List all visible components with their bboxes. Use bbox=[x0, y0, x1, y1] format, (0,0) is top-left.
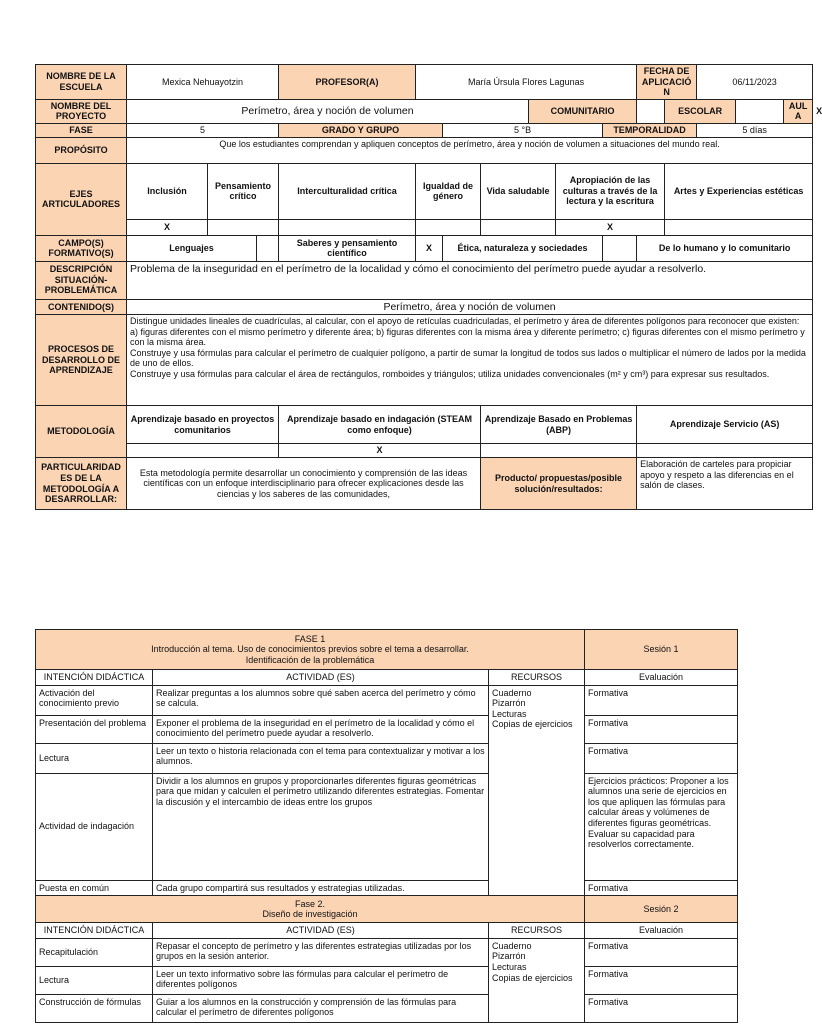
p2-row2-intention: Lectura bbox=[36, 966, 153, 994]
p2-resource-2: Pizarrón bbox=[492, 951, 526, 962]
field-languages-mark bbox=[257, 235, 279, 261]
content-value: Perímetro, área y noción de volumen bbox=[127, 299, 813, 314]
p1-resource-3: Lecturas bbox=[492, 708, 527, 719]
phase1-session: Sesión 1 bbox=[585, 630, 738, 670]
p1-row2-evaluation: Formativa bbox=[585, 715, 738, 743]
teacher-value: María Úrsula Flores Lagunas bbox=[416, 65, 637, 100]
p1-row5-evaluation: Formativa bbox=[585, 880, 738, 896]
methodology-label: METODOLOGÍA bbox=[36, 406, 127, 458]
axis-interculturality-mark bbox=[279, 219, 416, 235]
p1-row5-activity: Cada grupo compartirá sus resultados y estrategias utilizadas. bbox=[153, 880, 489, 896]
axis-gender-equality: Igualdad de género bbox=[416, 163, 481, 219]
phase1-description: Introducción al tema. Uso de conocimientos previos sobre el tema a desarrollar. bbox=[151, 644, 469, 655]
phase1-header bbox=[36, 630, 585, 670]
field-human-community: De lo humano y lo comunitario bbox=[637, 235, 813, 261]
application-date-label: FECHA DE APLICACIÓN bbox=[637, 65, 697, 100]
axis-culture-reading: Apropiación de las culturas a través de la lectura y la escritura bbox=[556, 163, 665, 219]
p2-col-activity-header: ACTIVIDAD (ES) bbox=[153, 923, 489, 939]
p1-row2-intention: Presentación del problema bbox=[36, 715, 153, 743]
phase-value: 5 bbox=[127, 124, 279, 138]
articulating-axes-label: EJES ARTICULADORES bbox=[36, 163, 127, 235]
p2-row1-activity: Repasar el concepto de perímetro y las diferentes estrategias utilizadas por los grupos en la sesión anterior. bbox=[153, 938, 489, 966]
situation-value: Problema de la inseguridad en el perímetro de la localidad y cómo el conocimiento del perímetro puede ayudar a resolverlo. bbox=[127, 261, 813, 299]
p2-resources bbox=[489, 938, 585, 1022]
p1-row1-evaluation: Formativa bbox=[585, 685, 738, 715]
p2-row2-activity: Leer un texto informativo sobre las fórmulas para calcular el perímetro de diferentes polígonos bbox=[153, 966, 489, 994]
project-planning-table: NOMBRE DE LA ESCUELA Mexica Nehuayotzin PROFESOR(A) María Úrsula Flores Lagunas FECHA DE APLICACIÓN 06/11/2023 NOMBRE DEL PROYECTO Perímetro, área y noción de volumen COMUNITARIO ESCOLAR AULA X FASE 5 GRADO Y GRUPO 5 °B TEMPORALIDAD 5 días PROPÓSITO Que los estudiantes comprendan y apliquen conceptos de perímetro, área y noción de volumen a situaciones del mundo real. EJES ARTICULADORES Inclusión Pensamiento crítico Interculturalidad crítica Igualdad de género Vida saludable Apropiación de las culturas a través de la lectura y la escritura Artes y Experiencias estéticas X X CAMPO(S) FORMATIVO(S) Lenguajes Saberes y pensamiento científico X Ética, naturaleza y sociedades De lo humano y lo comunitario DESCRIPCIÓN SITUACIÓN- PROBLEMÁTICA Problema de la inseguridad en el perímetro de la localidad y cómo el conocimiento del perímetro puede ayudar a resolverlo. CONTENIDO(S) Perímetro, área y noción de volumen PROCESOS DE DESARROLLO DE APRENDIZAJE Distingue unidades lineales de cuadrículas, al calcular, con el apoyo de retículas cuadriculadas, el perímetro y área de diferentes polígonos para reconocer que existen: a) figuras diferentes con el mismo perímetro y diferente área; b) figuras diferentes con la misma área y diferente perímetro; c) figuras diferentes con el mismo perímetro y con la misma área. Construye y usa fórmulas para calcular el perímetro de cualquier polígono, a partir de sumar la longitud de todos sus lados o multiplicar el número de lados por la medida de uno de ellos. Construye y usa fórmulas para calcular el área de rectángulos, romboides y triángulos; utiliza unidades convencionales (m² y cm³) para expresar sus resultados. METODOLOGÍA Aprendizaje basado en proyectos comunitarios Aprendizaje basado en indagación (STEAM como enfoque) Aprendizaje Basado en Problemas (ABP) Aprendizaje Servicio (AS) X PARTICULARIDADES DE LA METODOLOGÍA A DESARROLLAR: Esta metodología permite desarrollar un conocimiento y comprensión de las ideas científicas con un enfoque interdisciplinario para ofrecer explicaciones desde las ciencias y los saberes de las comunidades, Producto/ propuestas/posible solución/resultados: Elaboración de carteles para propiciar apoyo y respeto a las diferencias en el salón de clases. bbox=[35, 64, 813, 510]
p1-row4-intention: Actividad de indagación bbox=[36, 773, 153, 880]
grade-group-value: 5 °B bbox=[443, 124, 603, 138]
p2-row3-activity: Guiar a los alumnos en la construcción y comprensión de las fórmulas para calcular el perímetro de diferentes polígonos bbox=[153, 994, 489, 1022]
school-scope-label: ESCOLAR bbox=[665, 99, 736, 123]
product-label: Producto/ propuestas/posible solución/resultados: bbox=[481, 458, 637, 510]
axis-inclusion-mark: X bbox=[127, 219, 208, 235]
field-ethics: Ética, naturaleza y sociedades bbox=[443, 235, 603, 261]
method-problem-based: Aprendizaje Basado en Problemas (ABP) bbox=[481, 406, 637, 444]
timing-label: TEMPORALIDAD bbox=[603, 124, 697, 138]
axis-arts-mark bbox=[665, 219, 813, 235]
p1-row4-activity: Dividir a los alumnos en grupos y proporcionarles diferentes figuras geométricas para que midan y calculen el perímetro utilizando diferentes estrategias. Fomentar la discusión y el intercambio de ideas entre los grupos bbox=[153, 773, 489, 880]
particularities-value: Esta metodología permite desarrollar un conocimiento y comprensión de las ideas científicas con un enfoque interdisciplinario para ofrecer explicaciones desde las ciencias y los saberes de las comunidades, bbox=[127, 458, 481, 510]
method-inquiry-steam-mark: X bbox=[279, 444, 481, 458]
p2-col-resources-header: RECURSOS bbox=[489, 923, 585, 939]
p2-row1-evaluation: Formativa bbox=[585, 938, 738, 966]
teacher-label: PROFESOR(A) bbox=[279, 65, 416, 100]
field-science-mark: X bbox=[416, 235, 443, 261]
school-name-label: NOMBRE DE LA ESCUELA bbox=[36, 65, 127, 100]
field-ethics-mark bbox=[603, 235, 637, 261]
school-name-value: Mexica Nehuayotzin bbox=[127, 65, 279, 100]
axis-healthy-life: Vida saludable bbox=[481, 163, 556, 219]
axis-critical-thinking: Pensamiento crítico bbox=[208, 163, 279, 219]
method-service: Aprendizaje Servicio (AS) bbox=[637, 406, 813, 444]
p1-resource-1: Cuaderno bbox=[492, 687, 532, 698]
product-value: Elaboración de carteles para propiciar apoyo y respeto a las diferencias en el salón de clases. bbox=[637, 458, 813, 510]
col-intention-header: INTENCIÓN DIDÁCTICA bbox=[36, 670, 153, 686]
phase1-problem: Identificación de la problemática bbox=[245, 654, 375, 665]
axis-critical-thinking-mark bbox=[208, 219, 279, 235]
phase2-session: Sesión 2 bbox=[585, 896, 738, 923]
axis-culture-reading-mark: X bbox=[556, 219, 665, 235]
axis-gender-equality-mark bbox=[416, 219, 481, 235]
community-scope-mark bbox=[637, 99, 665, 123]
purpose-label: PROPÓSITO bbox=[36, 137, 127, 163]
learning-processes-text bbox=[127, 315, 813, 406]
learning-process-1: Distingue unidades lineales de cuadrículas, al calcular, con el apoyo de retículas cuadriculadas, el perímetro y área de diferentes polígonos para reconocer que existen: a) figuras diferentes con el mismo perímetro y diferente área; b) figuras diferentes con la misma área y diferente perímetro; c) figuras diferentes con el mismo perímetro y con la misma área. bbox=[130, 316, 805, 348]
school-scope-mark bbox=[736, 99, 784, 123]
p2-row3-evaluation: Formativa bbox=[585, 994, 738, 1022]
p1-resource-2: Pizarrón bbox=[492, 698, 526, 709]
learning-process-3: Construye y usa fórmulas para calcular el área de rectángulos, romboides y triángulos; utiliza unidades convencionales (m² y cm³) para expresar sus resultados. bbox=[130, 369, 770, 380]
p1-row5-intention: Puesta en común bbox=[36, 880, 153, 896]
p1-row3-evaluation: Formativa bbox=[585, 743, 738, 773]
p1-row4-evaluation: Ejercicios prácticos: Proponer a los alumnos una serie de ejercicios en los que apliquen las fórmulas para calcular áreas y volúmenes de diferentes figuras geométricas. Evaluar su capacidad para resolverlos correctamente. bbox=[585, 773, 738, 880]
content-label: CONTENIDO(S) bbox=[36, 299, 127, 314]
phase2-title: Fase 2. bbox=[295, 898, 326, 909]
p2-row3-intention: Construcción de fórmulas bbox=[36, 994, 153, 1022]
phase2-description: Diseño de investigación bbox=[262, 909, 358, 920]
phase2-header bbox=[36, 896, 585, 923]
p2-resource-3: Lecturas bbox=[492, 962, 527, 973]
p2-resource-1: Cuaderno bbox=[492, 940, 532, 951]
phase-label: FASE bbox=[36, 124, 127, 138]
p1-resources bbox=[489, 685, 585, 896]
method-service-mark bbox=[637, 444, 813, 458]
col-evaluation-header: Evaluación bbox=[585, 670, 738, 686]
axis-inclusion: Inclusión bbox=[127, 163, 208, 219]
method-community-projects: Aprendizaje basado en proyectos comunitarios bbox=[127, 406, 279, 444]
learning-process-2: Construye y usa fórmulas para calcular el perímetro de cualquier polígono, a partir de sumar la longitud de todos sus lados o multiplicar el número de lados por la medida de uno de ellos. bbox=[130, 347, 806, 369]
axis-healthy-life-mark bbox=[481, 219, 556, 235]
p2-col-evaluation-header: Evaluación bbox=[585, 923, 738, 939]
p1-resource-4: Copias de ejercicios bbox=[492, 719, 573, 730]
community-scope-label: COMUNITARIO bbox=[529, 99, 637, 123]
application-date-value: 06/11/2023 bbox=[697, 65, 813, 100]
situation-label: DESCRIPCIÓN SITUACIÓN- PROBLEMÁTICA bbox=[36, 261, 127, 299]
method-inquiry-steam: Aprendizaje basado en indagación (STEAM como enfoque) bbox=[279, 406, 481, 444]
p2-row2-evaluation: Formativa bbox=[585, 966, 738, 994]
col-activity-header: ACTIVIDAD (ES) bbox=[153, 670, 489, 686]
formative-fields-label: CAMPO(S) FORMATIVO(S) bbox=[36, 235, 127, 261]
axis-arts: Artes y Experiencias estéticas bbox=[665, 163, 813, 219]
p2-row1-intention: Recapitulación bbox=[36, 938, 153, 966]
col-resources-header: RECURSOS bbox=[489, 670, 585, 686]
learning-processes-label: PROCESOS DE DESARROLLO DE APRENDIZAJE bbox=[36, 315, 127, 406]
particularities-label: PARTICULARIDADES DE LA METODOLOGÍA A DESARROLLAR: bbox=[36, 458, 127, 510]
method-problem-based-mark bbox=[481, 444, 637, 458]
purpose-value: Que los estudiantes comprendan y apliquen conceptos de perímetro, área y noción de volumen a situaciones del mundo real. bbox=[127, 137, 813, 163]
project-name-value: Perímetro, área y noción de volumen bbox=[127, 99, 529, 123]
p1-row3-activity: Leer un texto o historia relacionada con el tema para contextualizar y motivar a los alumnos. bbox=[153, 743, 489, 773]
p1-row2-activity: Exponer el problema de la inseguridad en el perímetro de la localidad y cómo el conocimiento del perímetro puede ayudar a resolverlo. bbox=[153, 715, 489, 743]
classroom-scope-label: AULA bbox=[784, 99, 813, 123]
p1-row3-intention: Lectura bbox=[36, 743, 153, 773]
p2-col-intention-header: INTENCIÓN DIDÁCTICA bbox=[36, 923, 153, 939]
project-name-label: NOMBRE DEL PROYECTO bbox=[36, 99, 127, 123]
p1-row1-intention: Activación del conocimiento previo bbox=[36, 685, 153, 715]
p2-resource-4: Copias de ejercicios bbox=[492, 972, 573, 983]
grade-group-label: GRADO Y GRUPO bbox=[279, 124, 443, 138]
method-community-projects-mark bbox=[127, 444, 279, 458]
p1-row1-activity: Realizar preguntas a los alumnos sobre qué saben acerca del perímetro y cómo se calcula. bbox=[153, 685, 489, 715]
field-science: Saberes y pensamiento científico bbox=[279, 235, 416, 261]
field-languages: Lenguajes bbox=[127, 235, 257, 261]
phase1-title: FASE 1 bbox=[294, 633, 326, 644]
timing-value: 5 días bbox=[697, 124, 813, 138]
session-plan-table bbox=[35, 629, 738, 1023]
axis-interculturality: Interculturalidad crítica bbox=[279, 163, 416, 219]
